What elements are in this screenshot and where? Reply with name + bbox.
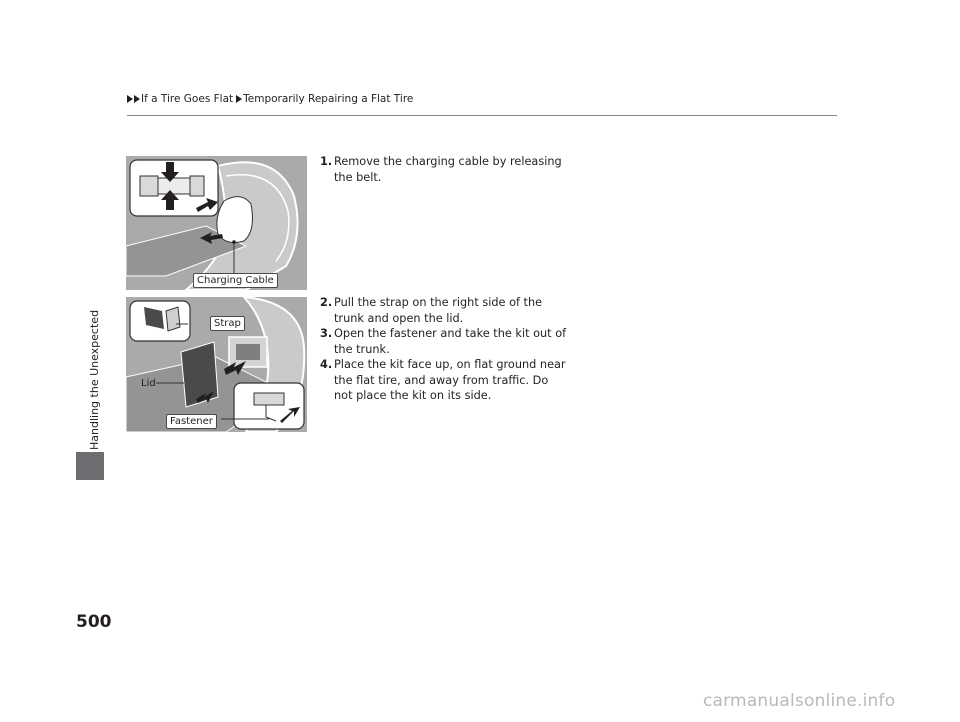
- breadcrumb-section[interactable]: If a Tire Goes Flat: [141, 93, 234, 105]
- header-rule: [127, 115, 837, 116]
- step-3: [320, 326, 570, 357]
- step-text: Remove the charging cable by releasing the belt.: [334, 155, 562, 184]
- step-4: [320, 357, 570, 404]
- callout-charging-cable: Charging Cable: [193, 273, 278, 288]
- breadcrumb-arrow-icon: [127, 95, 133, 103]
- figure-charging-cable: [126, 156, 307, 290]
- step-2: [320, 295, 570, 326]
- breadcrumb-arrow-icon: [134, 95, 140, 103]
- step-number: 1.: [320, 155, 333, 168]
- figure-charging-cable-illustration: [126, 156, 307, 290]
- step-number: 4.: [320, 358, 333, 371]
- step-number: 2.: [320, 296, 333, 309]
- step-1: [320, 154, 570, 185]
- figure-kit-removal: [126, 297, 307, 432]
- breadcrumb-page[interactable]: Temporarily Repairing a Flat Tire: [243, 93, 414, 105]
- chapter-marker: [76, 452, 104, 480]
- breadcrumb: [127, 93, 414, 105]
- breadcrumb-arrow-icon: [236, 95, 242, 103]
- chapter-tab-label: Handling the Unexpected: [88, 309, 101, 450]
- watermark: carmanualsonline.info: [703, 691, 896, 711]
- step-text: Place the kit face up, on flat ground near the flat tire, and away from traffic. Do not place the kit on its side.: [334, 358, 566, 402]
- step-number: 3.: [320, 327, 333, 340]
- callout-fastener: Fastener: [166, 414, 217, 429]
- step-text: Open the fastener and take the kit out of the trunk.: [334, 327, 567, 356]
- callout-lid: Lid: [141, 378, 156, 389]
- callout-strap: Strap: [210, 316, 245, 331]
- page-number: 500: [76, 612, 112, 632]
- chapter-tab: [76, 300, 101, 450]
- step-text: Pull the strap on the right side of the trunk and open the lid.: [334, 296, 543, 325]
